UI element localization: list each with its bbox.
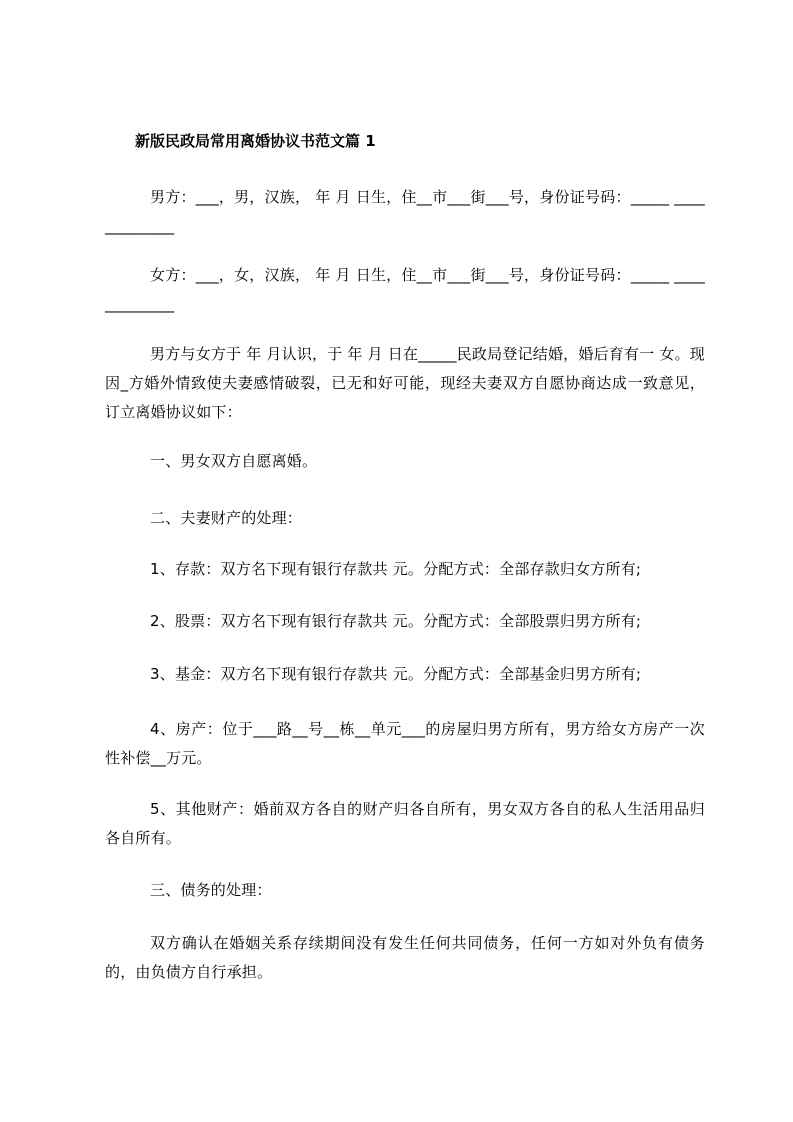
paragraph-female-party: 女方：___，女，汉族， 年 月 日生，住__市___街___号，身份证号码：_____ _____________ [105, 266, 705, 313]
paragraph-debt: 双方确认在婚姻关系存续期间没有发生任何共同债务，任何一方如对外负有债务的，由负债方自行承担。 [105, 934, 705, 981]
paragraph-item-fund: 3、基金：双方名下现有银行存款共 元。分配方式：全部基金归男方所有; [150, 665, 642, 683]
paragraph-item-stock: 2、股票：双方名下现有银行存款共 元。分配方式：全部股票归男方所有; [150, 612, 642, 630]
paragraph-item-deposit: 1、存款：双方名下现有银行存款共 元。分配方式：全部存款归女方所有; [150, 560, 642, 578]
paragraph-clause-3: 三、债务的处理： [150, 881, 272, 899]
paragraph-background: 男方与女方于 年 月认识，于 年 月 日在_____民政局登记结婚，婚后育有一 女。现因_方婚外情致使夫妻感情破裂，已无和好可能，现经夫妻双方自愿协商达成一致意见，订立离婚协议如下： [105, 345, 705, 421]
paragraph-clause-1: 一、男女双方自愿离婚。 [150, 452, 318, 470]
document-title: 新版民政局常用离婚协议书范文篇 1 [135, 132, 376, 150]
paragraph-item-house: 4、房产：位于___路__号__栋__单元___的房屋归男方所有，男方给女方房产一次性补偿__万元。 [105, 720, 705, 767]
paragraph-item-other: 5、其他财产：婚前双方各自的财产归各自所有，男女双方各自的私人生活用品归各自所有。 [105, 800, 705, 847]
paragraph-male-party: 男方：___，男，汉族， 年 月 日生，住__市___街___号，身份证号码：_____ _____________ [105, 188, 705, 235]
paragraph-clause-2: 二、夫妻财产的处理： [150, 509, 303, 527]
